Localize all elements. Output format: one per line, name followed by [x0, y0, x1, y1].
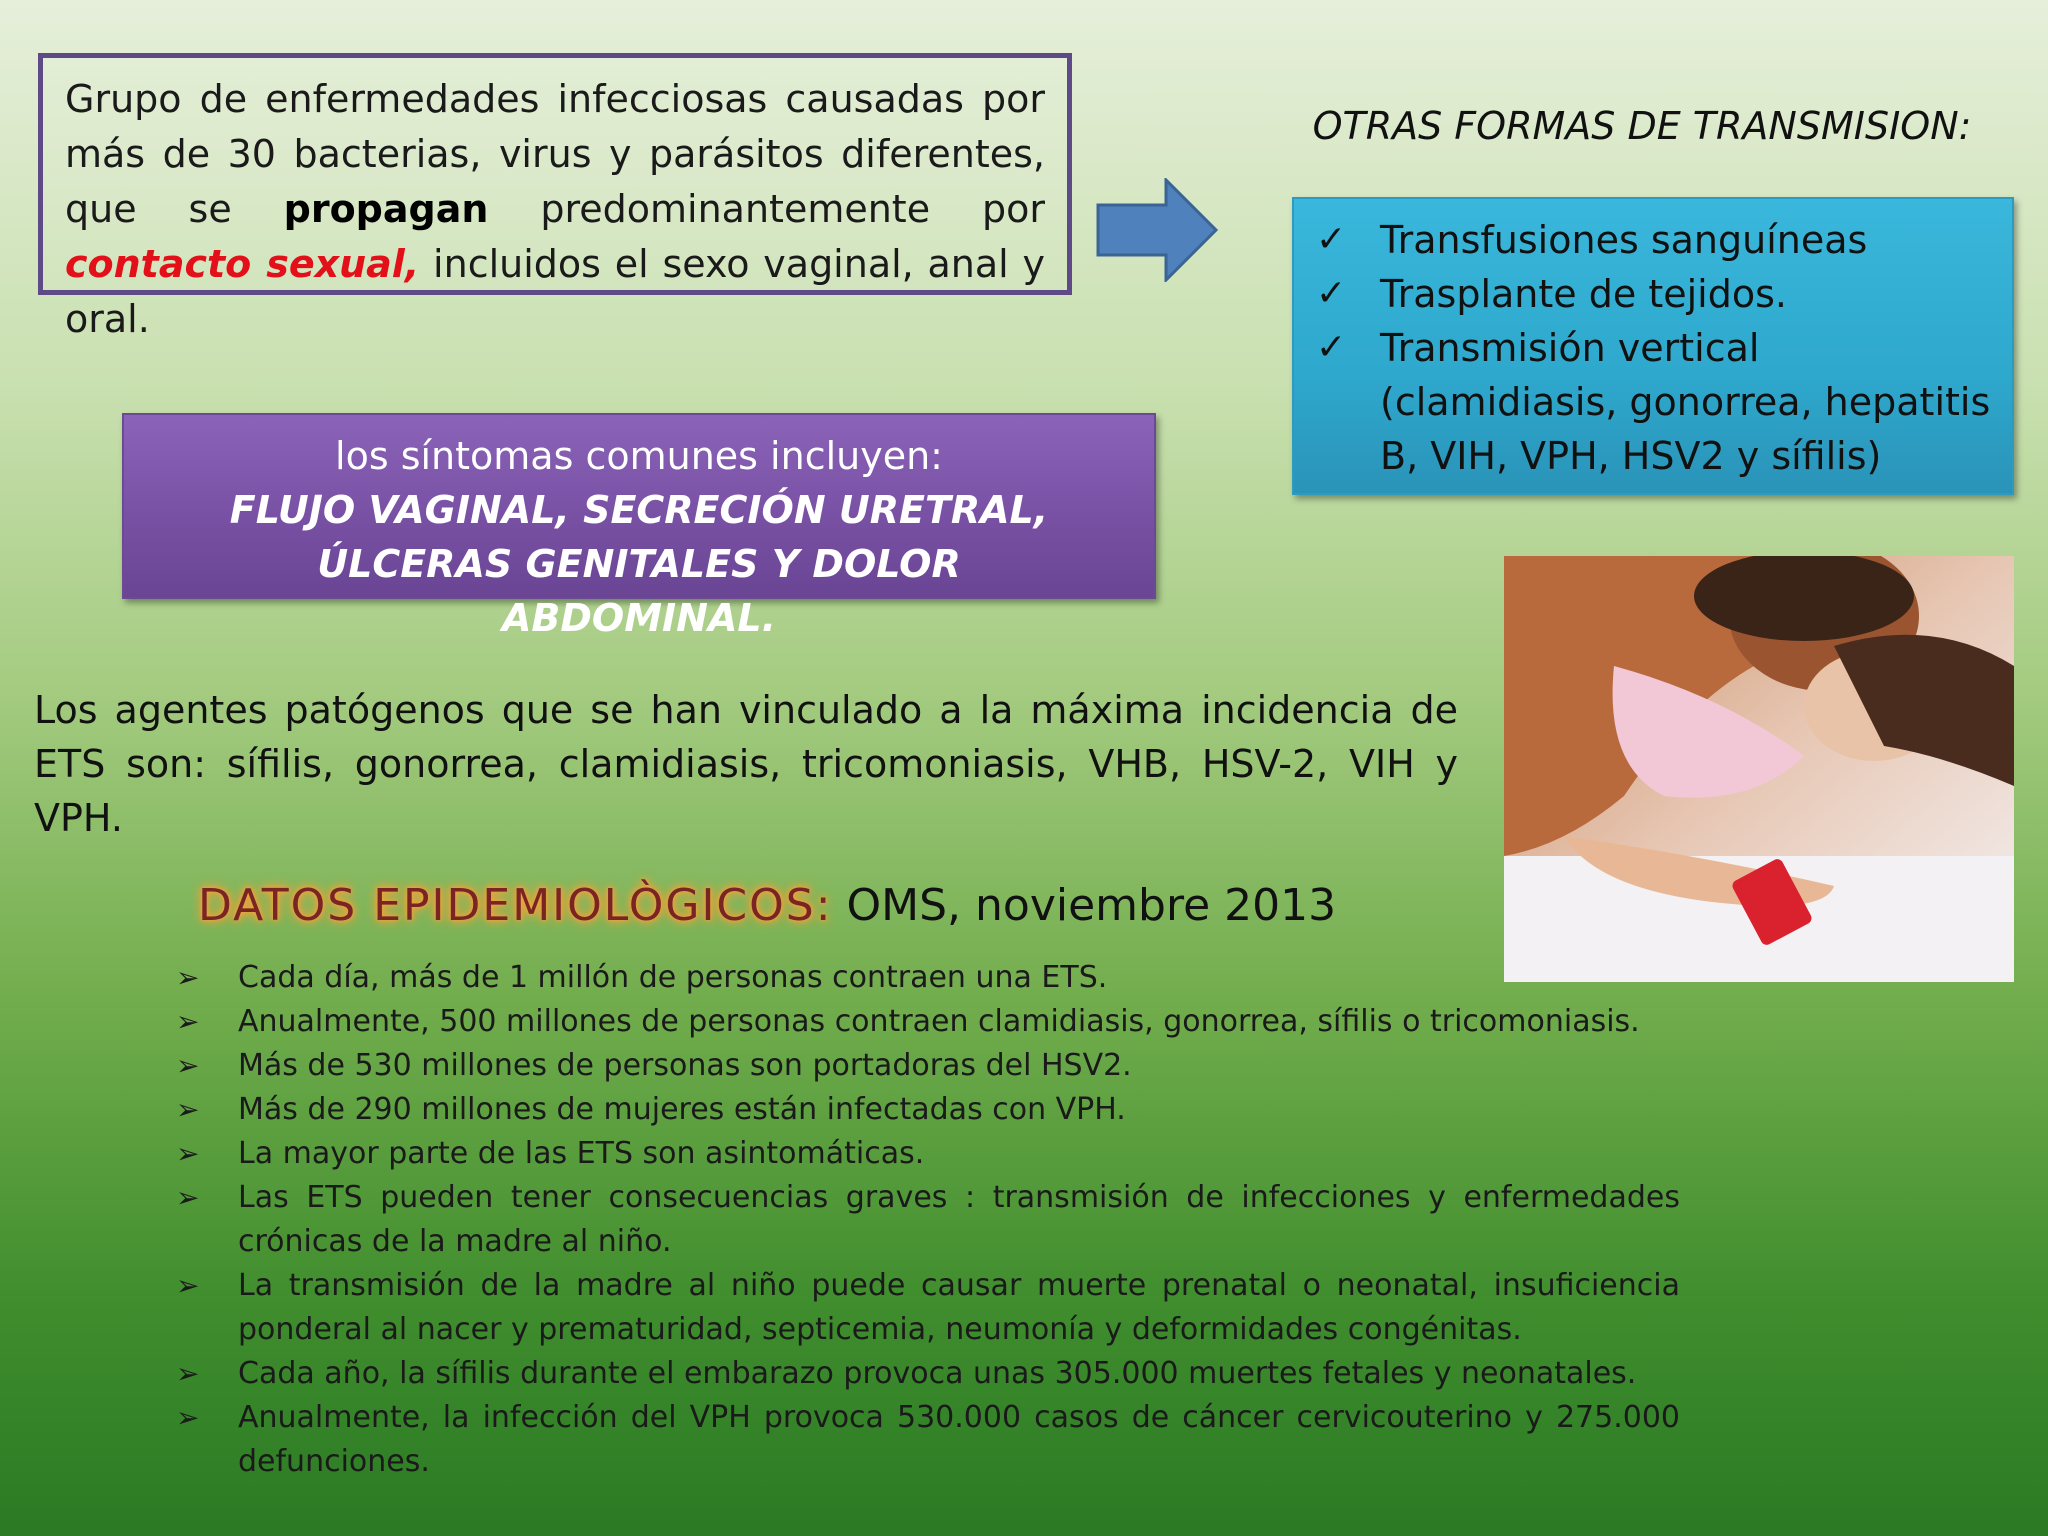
- other-transmission-box: [1292, 197, 2014, 495]
- list-item: [176, 1088, 1680, 1132]
- arrow-bullet-icon: ➢: [176, 961, 200, 994]
- list-item: [176, 1176, 1680, 1264]
- arrow-bullet-icon: ➢: [176, 1269, 200, 1302]
- list-item: [1316, 267, 1996, 321]
- list-item-text: La mayor parte de las ETS son asintomáticas.: [238, 1136, 925, 1171]
- list-item: [1316, 321, 1996, 483]
- list-item: [1316, 213, 1996, 267]
- list-item-text: La transmisión de la madre al niño puede causar muerte prenatal o neonatal, insuficiencia ponderal al nacer y prematuridad, septicemia, neumonía y deformidades congénitas.: [238, 1268, 1680, 1347]
- right-arrow-icon: [1096, 178, 1218, 282]
- arrow-bullet-icon: ➢: [176, 1049, 200, 1082]
- epidemiology-list: [176, 956, 1680, 1484]
- list-item: [176, 1396, 1680, 1484]
- symptoms-box: [122, 413, 1156, 640]
- epidemiology-source: OMS, noviembre 2013: [832, 880, 1337, 931]
- definition-text-1: Grupo de enfermedades infecciosas causadas por más de 30 bacterias, virus y parásitos diferentes, que se: [65, 77, 1045, 231]
- list-item-text: Cada año, la sífilis durante el embarazo provoca unas 305.000 muertes fetales y neonatales.: [238, 1356, 1637, 1391]
- epidemiology-label: DATOS EPIDEMIOLÒGICOS:: [198, 880, 833, 931]
- list-item-text: Transmisión vertical (clamidiasis, gonorrea, hepatitis B, VIH, VPH, HSV2 y sífilis): [1380, 326, 1991, 478]
- definition-text-3: incluidos el sexo vaginal, anal y oral.: [65, 242, 1045, 341]
- list-item-text: Anualmente, 500 millones de personas contraen clamidiasis, gonorrea, sífilis o tricomoniasis.: [238, 1004, 1640, 1039]
- list-item-text: Más de 530 millones de personas son portadoras del HSV2.: [238, 1048, 1132, 1083]
- definition-box: [38, 53, 1072, 341]
- definition-text-2: predominantemente por: [488, 187, 1045, 231]
- couple-photo: [1504, 556, 2014, 982]
- epidemiology-heading: [198, 880, 1336, 931]
- arrow-bullet-icon: ➢: [176, 1005, 200, 1038]
- list-item: [176, 1044, 1680, 1088]
- definition-bold-text: propagan: [283, 187, 489, 231]
- check-icon: ✓: [1316, 219, 1347, 260]
- other-transmission-title: OTRAS FORMAS DE TRANSMISION:: [1312, 104, 1972, 148]
- list-item: [176, 1352, 1680, 1396]
- arrow-bullet-icon: ➢: [176, 1401, 200, 1434]
- list-item: [176, 1000, 1680, 1044]
- list-item-text: Trasplante de tejidos.: [1380, 272, 1787, 316]
- arrow-bullet-icon: ➢: [176, 1137, 200, 1170]
- list-item-text: Más de 290 millones de mujeres están infectadas con VPH.: [238, 1092, 1126, 1127]
- list-item-text: Las ETS pueden tener consecuencias graves : transmisión de infecciones y enfermedades crónicas de la madre al niño.: [238, 1180, 1680, 1259]
- arrow-bullet-icon: ➢: [176, 1093, 200, 1126]
- symptoms-intro: los síntomas comunes incluyen:: [335, 434, 943, 478]
- list-item: [176, 1132, 1680, 1176]
- list-item-text: Anualmente, la infección del VPH provoca 530.000 casos de cáncer cervicouterino y 275.000 defunciones.: [238, 1400, 1680, 1479]
- arrow-bullet-icon: ➢: [176, 1357, 200, 1390]
- list-item: [176, 1264, 1680, 1352]
- pathogens-paragraph: Los agentes patógenos que se han vinculado a la máxima incidencia de ETS son: sífilis, gonorrea, clamidiasis, tricomoniasis, VHB, HSV-2, VIH y VPH.: [34, 688, 1458, 840]
- check-icon: ✓: [1316, 273, 1347, 314]
- list-item-text: Cada día, más de 1 millón de personas contraen una ETS.: [238, 960, 1108, 995]
- list-item: [176, 956, 1680, 1000]
- arrow-bullet-icon: ➢: [176, 1181, 200, 1214]
- check-icon: ✓: [1316, 327, 1347, 368]
- definition-highlight-text: contacto sexual,: [65, 242, 420, 286]
- list-item-text: Transfusiones sanguíneas: [1380, 218, 1868, 262]
- symptoms-list: FLUJO VAGINAL, SECRECIÓN URETRAL, ÚLCERAS GENITALES Y DOLOR ABDOMINAL.: [229, 488, 1049, 640]
